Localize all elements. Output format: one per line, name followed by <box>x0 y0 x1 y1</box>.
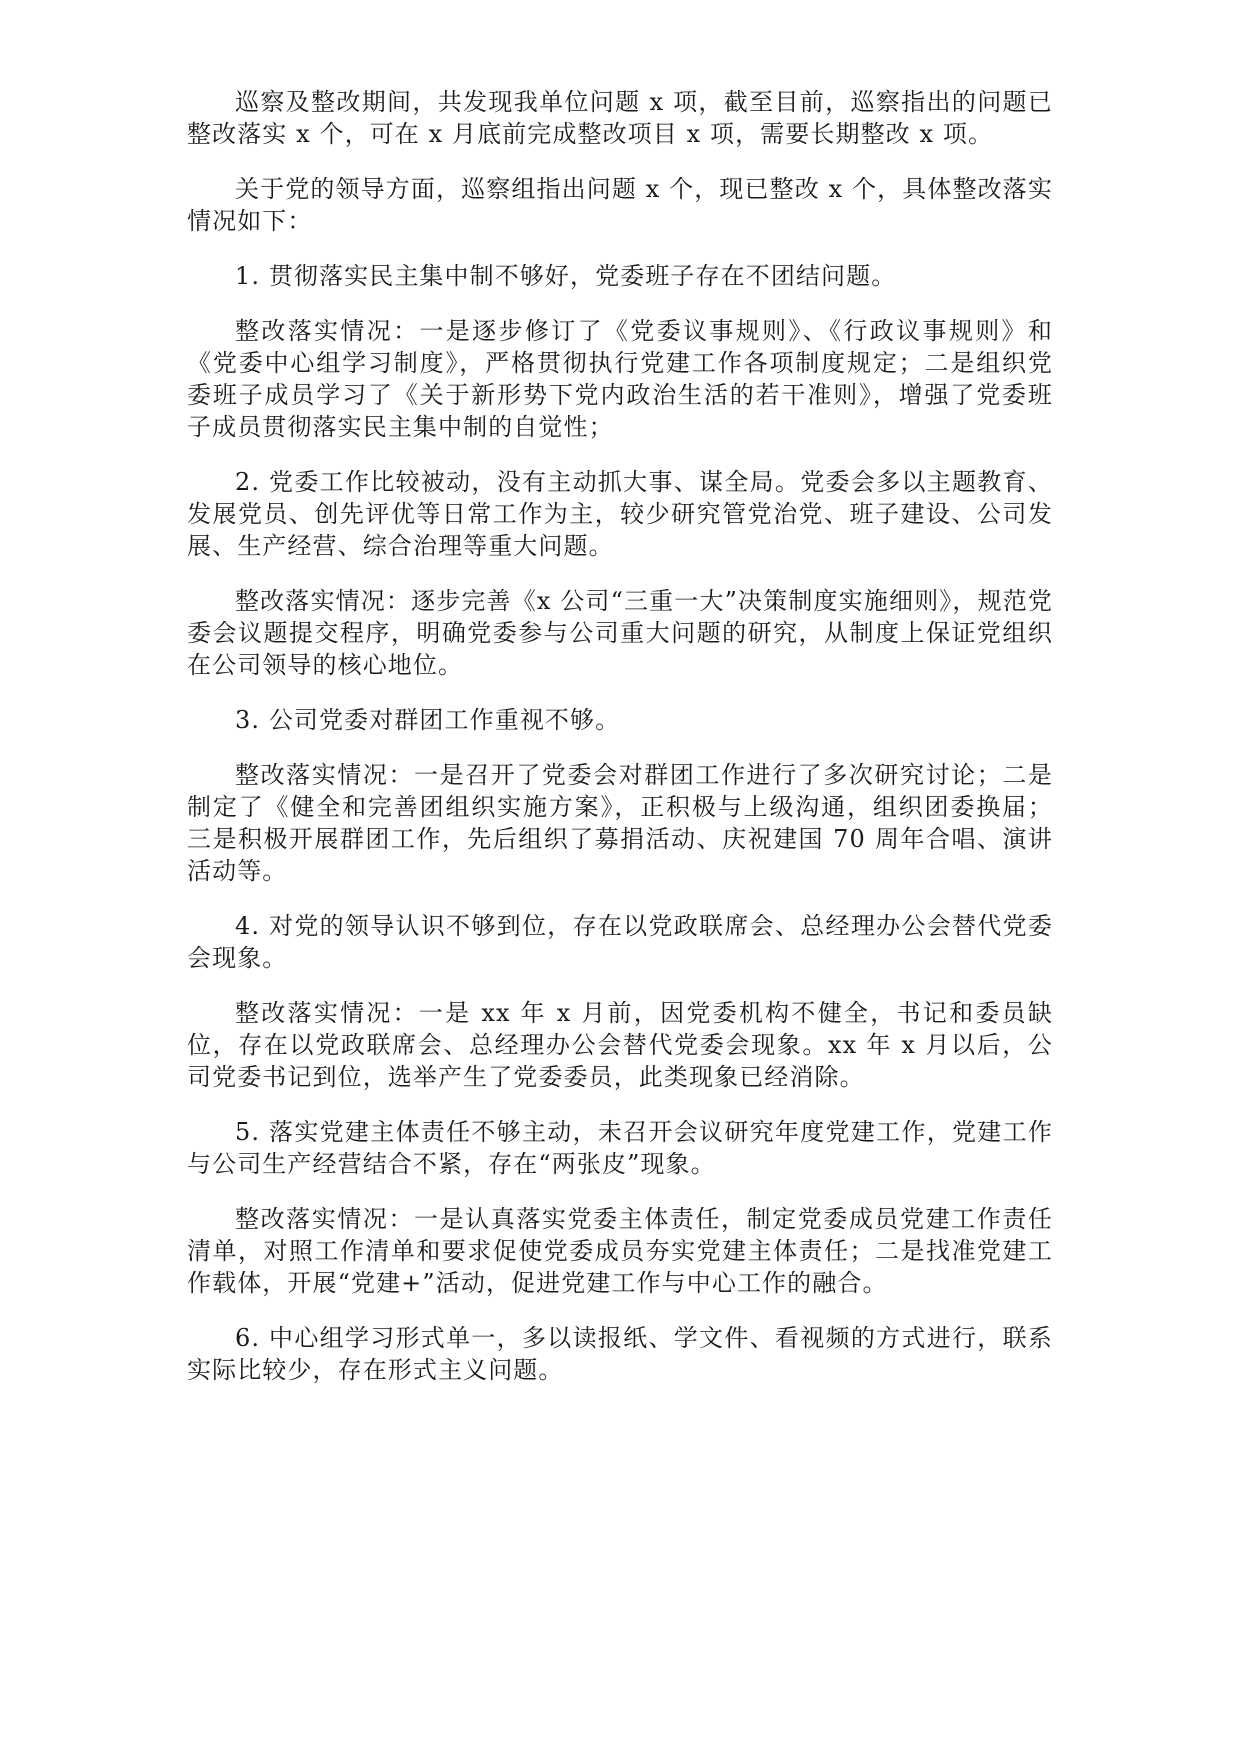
issue-5-rectification: 整改落实情况：一是认真落实党委主体责任，制定党委成员党建工作责任清单，对照工作清单和要求促使党委成员夯实党建主体责任；二是找准党建工作载体，开展“党建+”活动，促进党建工作与中心工作的融合。 <box>187 1205 1053 1297</box>
issue-2-heading: 2. 党委工作比较被动，没有主动抓大事、谋全局。党委会多以主题教育、发展党员、创先评优等日常工作为主，较少研究管党治党、班子建设、公司发展、生产经营、综合治理等重大问题。 <box>187 468 1053 560</box>
issue-3-rectification: 整改落实情况：一是召开了党委会对群团工作进行了多次研究讨论；二是制定了《健全和完善团组织实施方案》，正积极与上级沟通，组织团委换届；三是积极开展群团工作，先后组织了募捐活动、庆祝建国 70 周年合唱、演讲活动等。 <box>187 761 1053 885</box>
party-leadership-overview-paragraph: 关于党的领导方面，巡察组指出问题 x 个，现已整改 x 个，具体整改落实情况如下： <box>187 175 1053 235</box>
issue-4-rectification: 整改落实情况：一是 xx 年 x 月前，因党委机构不健全，书记和委员缺位，存在以党政联席会、总经理办公会替代党委会现象。xx 年 x 月以后，公司党委书记到位，选举产生了党委委员，此类现象已经消除。 <box>187 999 1053 1091</box>
issue-1-heading: 1. 贯彻落实民主集中制不够好，党委班子存在不团结问题。 <box>235 262 897 290</box>
issue-2-rectification: 整改落实情况：逐步完善《x 公司“三重一大”决策制度实施细则》，规范党委会议题提交程序，明确党委参与公司重大问题的研究，从制度上保证党组织在公司领导的核心地位。 <box>187 587 1053 679</box>
issue-1-rectification: 整改落实情况：一是逐步修订了《党委议事规则》、《行政议事规则》和《党委中心组学习制度》，严格贯彻执行党建工作各项制度规定；二是组织党委班子成员学习了《关于新形势下党内政治生活的若干准则》，增强了党委班子成员贯彻落实民主集中制的自觉性； <box>187 317 1053 441</box>
issue-4-heading: 4. 对党的领导认识不够到位，存在以党政联席会、总经理办公会替代党委会现象。 <box>187 912 1053 972</box>
issue-5-heading: 5. 落实党建主体责任不够主动，未召开会议研究年度党建工作，党建工作与公司生产经营结合不紧，存在“两张皮”现象。 <box>187 1118 1053 1178</box>
issue-6-heading: 6. 中心组学习形式单一，多以读报纸、学文件、看视频的方式进行，联系实际比较少，存在形式主义问题。 <box>187 1324 1053 1384</box>
intro-summary-paragraph: 巡察及整改期间，共发现我单位问题 x 项，截至目前，巡察指出的问题已整改落实 x 个，可在 x 月底前完成整改项目 x 项，需要长期整改 x 项。 <box>187 88 1053 148</box>
issue-3-heading: 3. 公司党委对群团工作重视不够。 <box>235 706 621 734</box>
document-page <box>187 86 1053 1409</box>
